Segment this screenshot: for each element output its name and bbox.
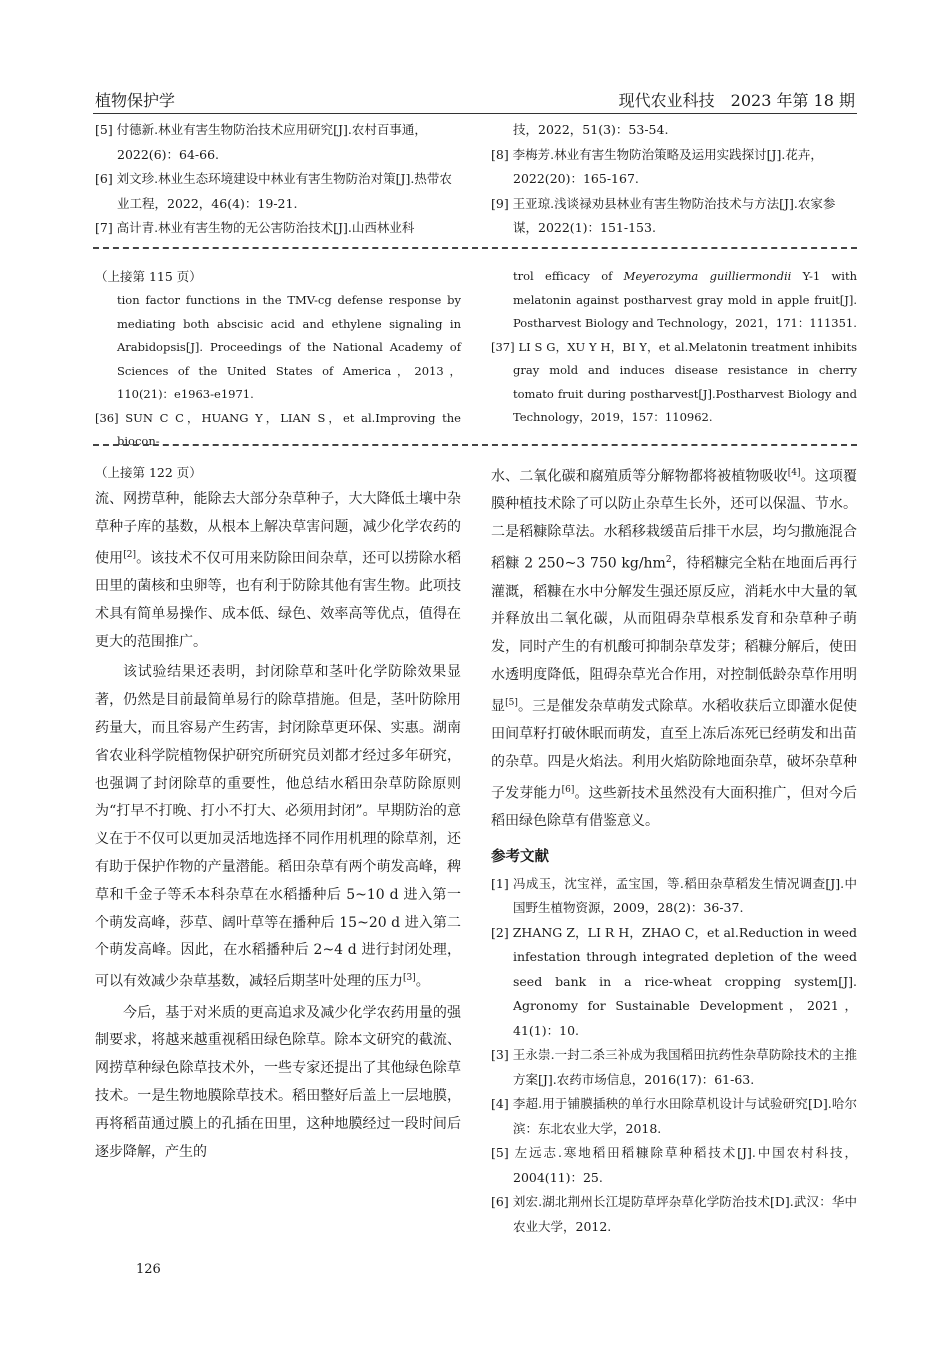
citation: [3] — [403, 973, 416, 984]
ref-text: trol efficacy of — [513, 269, 624, 283]
ref-item: [9] 王亚琼.浅谈禄劝县林业有害生物防治技术与方法[J].农家参谋，2022(1)：151-153. — [491, 195, 836, 235]
ref-item: [6] 刘文珍.林业生态环境建设中林业有害生物防治对策[J].热带农业工程，2022，46(4)：19-21. — [95, 171, 452, 211]
paragraph: 今后，基于对米质的更高追求及减少化学农药用量的强制要求，将越来越重视稻田绿色除草。除本文研究的截流、网捞草种绿色除草技术外，一些专家还提出了其他绿色除草技术。一是生物地膜除草技术。稻田整好后盖上一层地膜，再将稻苗通过膜上的孔插在田里，这种地膜经过一段时间后逐步降解，产生的 — [95, 1004, 461, 1160]
ref-text: Y-1 with melatonin against postharvest gray mold in apple fruit[J]. Postharvest Biology and Technology，2021，171：111351. — [513, 269, 857, 330]
header-rule — [93, 113, 857, 114]
paragraph-text: 。这项覆膜种植技术除了可以防止杂草生长外，还可以保温、节水。二是稻糠除草法。水稻移栽缓苗后排干水层，均匀撒施混合稻糠 2 250~3 750 kg/hm — [491, 468, 858, 572]
paragraph-text: ，待稻糠完全粘在地面后再行灌溉，稻糠在水中分解发生强还原反应，消耗水中大量的氧并释放出二氧化碳，从而阻碍杂草根系发育和杂草种子萌发，同时产生的有机酸可抑制杂草发芽；稻糠分解后，使田水透明度降低，阻碍杂草光合作用，对控制低龄杂草作用明显 — [491, 555, 857, 715]
ref-item: [6] 刘宏.湖北荆州长江堤防草坪杂草化学防治技术[D].武汉：华中农业大学，2012. — [491, 1194, 857, 1234]
ref-item: [1] 冯成玉，沈宝祥，孟宝国，等.稻田杂草稻发生情况调查[J].中国野生植物资源，2009，28(2)：36-37. — [491, 875, 857, 916]
paragraph-text: 。这些新技术虽然没有大面积推广，但对今后稻田绿色除草有借鉴意义。 — [491, 785, 858, 830]
paragraph — [491, 460, 857, 836]
section-title: 植物保护学 — [95, 91, 176, 110]
ref-item: [5] 左远志.寒地稻田稻糠除草种稻技术[J].中国农村科技，2004(11)：25. — [491, 1145, 857, 1185]
main-left-column — [95, 460, 461, 1166]
page-number: 126 — [136, 1262, 161, 1277]
paragraph-text: 水、二氧化碳和腐殖质等分解物都将被植物吸收 — [491, 468, 788, 485]
paragraph — [95, 486, 461, 656]
divider-dashed — [93, 444, 857, 446]
journal-title: 现代农业科技 2023 年第 18 期 — [618, 91, 855, 110]
ref-item: [3] 王永崇.一封二杀三补成为我国稻田抗药性杂草防除技术的主推方案[J].农药市场信息，2016(17)：61-63. — [491, 1047, 857, 1087]
citation: [4] — [787, 468, 801, 478]
ref-item: [4] 李超.用于铺膜插秧的单行水田除草机设计与试验研究[D].哈尔滨：东北农业大学，2018. — [491, 1096, 857, 1136]
ref-item: tion factor functions in the TMV-cg defense response by mediating both abscisic acid and ethylene signaling in Arabidopsis[J]. Proceedings of the National Academy of Sciences of the United States of America，2013，110(21)：e1963-e1971. — [117, 293, 461, 401]
citation: [6] — [561, 784, 575, 795]
continue-label: （上接第 115 页） — [95, 269, 202, 284]
citation: [5] — [505, 697, 518, 708]
references-heading: 参考文献 — [491, 847, 549, 865]
paragraph-text: 。 — [415, 973, 430, 990]
main-right-column — [491, 460, 857, 1239]
citation: [2] — [123, 549, 137, 560]
top-refs-right — [491, 118, 857, 241]
ref-item: [5] 付德新.林业有害生物防治技术应用研究[J].农村百事通，2022(6)：64-66. — [95, 122, 427, 162]
ref-item: [2] ZHANG Z，LI R H，ZHAO C，et al.Reduction in weed infestation through integrated depletion of the weed seed bank in a rice-wheat cropping system[J]. Agronomy for Sustainable Development，2021，41(1)：10. — [491, 924, 857, 1038]
top-refs-left — [95, 118, 461, 241]
divider-dashed — [93, 247, 857, 249]
ref-item: [36] SUN C C，HUANG Y，LIAN S，et al.Improving the biocon- — [95, 410, 461, 448]
ref-item: [8] 李梅芳.林业有害生物防治策略及运用实践探讨[J].花卉，2022(20)：165-167. — [491, 146, 823, 186]
superscript: 2 — [665, 555, 672, 566]
paragraph-text: 流、网捞草种，能除去大部分杂草种子，大大降低土壤中杂草种子库的基数，从根本上解决草害问题，减少化学农药的使用 — [95, 491, 461, 567]
ref-item: 技，2022，51(3)：53-54. — [513, 122, 669, 137]
continue-label: （上接第 122 页） — [95, 465, 202, 480]
mid-refs-left — [95, 265, 461, 454]
mid-refs-right — [491, 265, 857, 430]
paragraph-text: 。该技术不仅可用来防除田间杂草，还可以捞除水稻田里的菌核和虫卵等，也有利于防除其他有害生物。此项技术具有简单易操作、成本低、绿色、效率高等优点，值得在更大的范围推广。 — [95, 550, 462, 650]
paragraph-text: 该试验结果还表明，封闭除草和茎叶化学防除效果显著，仍然是目前最简单易行的除草措施。但是，茎叶防除用药量大，而且容易产生药害，封闭除草更环保、实惠。湖南省农业科学院植物保护研究所研究员刘都才经过多年研究，也强调了封闭除草的重要性，他总结水稻田杂草防除原则为“打早不打晚、打小不打大、必须用封闭”。早期防治的意义在于不仅可以更加灵活地选择不同作用机理的除草剂，还有助于保护作物的产量潜能。稻田杂草有两个萌发高峰，稗草和千金子等禾本科杂草在水稻播种后 5~10 d 进入第一个萌发高峰，莎草、阔叶草等在播种后 15~20 d 进入第二个萌发高峰。因此，在水稻播种后 2~4 d 进行封闭处理，可以有效减少杂草基数，减轻后期茎叶处理的压力 — [95, 664, 461, 990]
ref-item: [37] LI S G，XU Y H，BI Y，et al.Melatonin treatment inhibits gray mold and induces disease resistance in cherry tomato fruit during postharvest[J].Postharvest Biology and Technology，2019，157：110962. — [491, 339, 857, 424]
ref-item: [7] 高计青.林业有害生物的无公害防治技术[J].山西林业科 — [95, 220, 415, 235]
paragraph-text: 。三是催发杂草萌发式除草。水稻收获后立即灌水促使田间草籽打破休眠而萌发，直至上冻后冻死已经萌发和出苗的杂草。四是火焰法。利用火焰防除地面杂草，破坏杂草种子发芽能力 — [491, 698, 858, 802]
ref-species: Meyerozyma guilliermondii — [623, 269, 792, 283]
paragraph — [95, 659, 461, 996]
ref-item — [491, 265, 857, 336]
